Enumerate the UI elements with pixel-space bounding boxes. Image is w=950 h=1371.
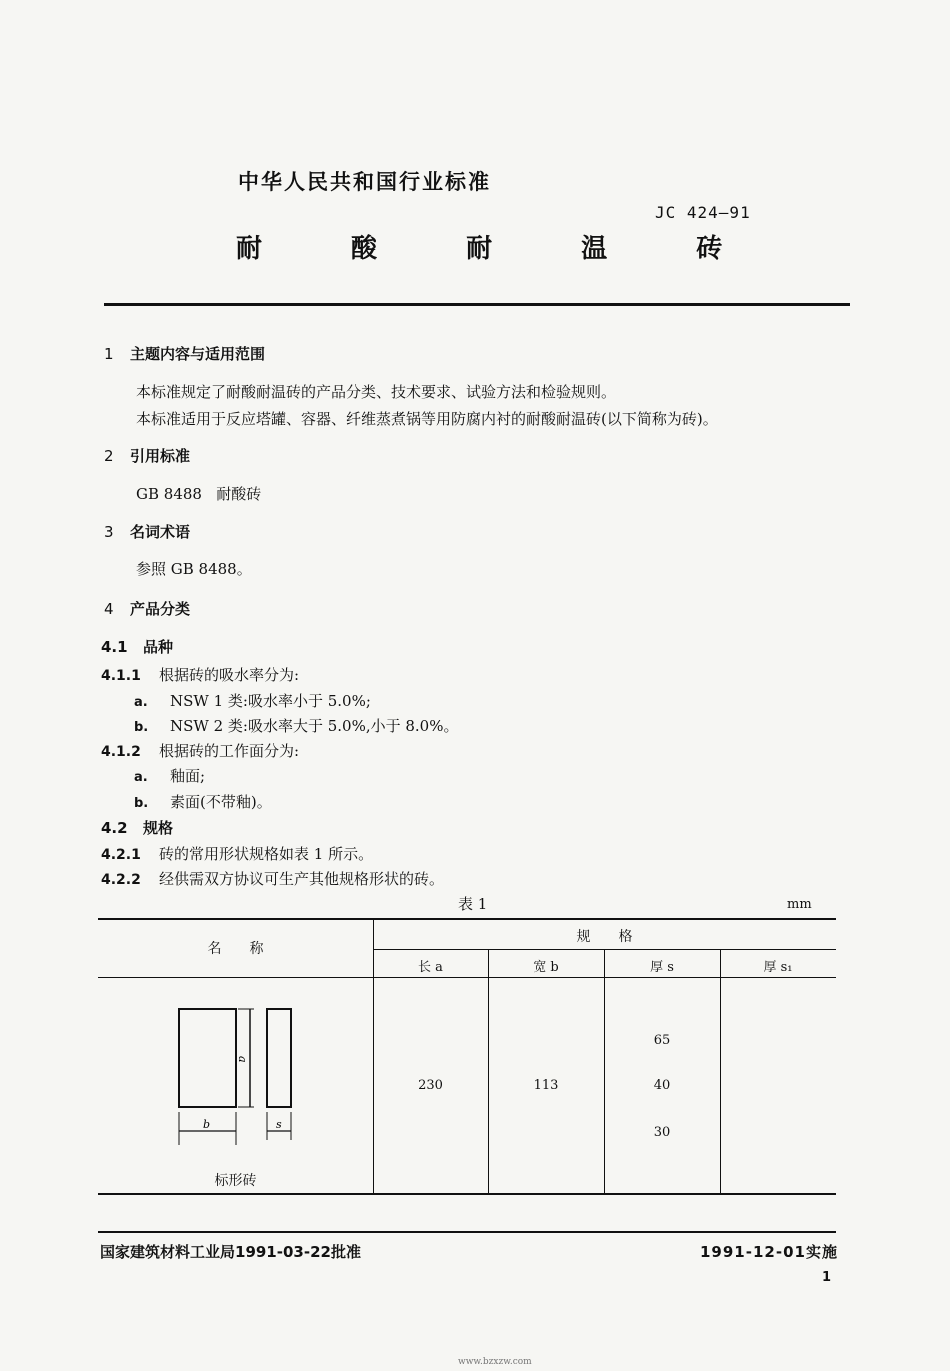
table-bottom-rule [98,1193,836,1195]
cell-length: 230 [418,1078,443,1093]
clause-number: 4.1.2 [101,744,141,760]
cell-thickness: 30 [653,1125,671,1140]
approval-note: 国家建筑材料工业局1991-03-22批准 [100,1243,361,1261]
clause-4-2-2 [101,868,444,889]
page-number: 1 [822,1270,832,1285]
dimension-label-b: b [203,1118,211,1131]
clause-4-1-1 [101,664,299,685]
standard-code: JC 424—91 [655,203,751,222]
table-column-divider [488,949,489,1195]
dimension-label-a: a [236,1056,249,1063]
list-text: 素面(不带釉)。 [170,793,272,811]
header-rule [104,303,850,306]
table-unit: mm [787,897,812,912]
document-title: 耐 酸 耐 温 砖 [236,234,763,264]
list-label: b. [134,720,149,735]
section-1-paragraph-1: 本标准规定了耐酸耐温砖的产品分类、技术要求、试验方法和检验规则。 [136,383,617,401]
cell-thickness: 65 [653,1033,671,1048]
reference-name: 耐酸砖 [216,485,262,503]
figure-label: 标形砖 [214,1173,257,1189]
reference-code: GB 8488 [136,485,202,503]
cell-width: 113 [533,1078,559,1093]
header-width: 宽 b [533,960,559,975]
section-title: 产品分类 [130,600,191,618]
clause-4-2-1 [101,843,373,864]
section-3-heading [104,521,190,542]
reference-standard [136,483,261,504]
list-item [134,791,272,812]
section-number: 1 [104,345,114,363]
list-text: 釉面; [170,767,206,785]
list-label: a. [134,770,148,785]
table-column-divider [720,949,721,1195]
clause-4-1-2 [101,740,299,761]
cell-thickness: 40 [653,1078,671,1093]
section-number: 4.2 [101,819,128,837]
effective-date: 1991-12-01实施 [700,1243,838,1261]
watermark: www.bzxzw.com [458,1357,532,1367]
section-2-heading [104,445,190,466]
brick-front-face [179,1009,236,1107]
section-number: 4 [104,600,114,618]
clause-text: 根据砖的工作面分为: [159,742,300,760]
header-thickness: 厚 s [650,960,674,975]
section-4-heading [104,598,190,619]
section-title: 主题内容与适用范围 [130,345,266,363]
section-4-1-heading [101,636,173,657]
standard-name: 中华人民共和国行业标准 [238,170,491,194]
table-top-rule [98,918,836,920]
clause-text: 根据砖的吸水率分为: [159,666,300,684]
list-label: a. [134,695,148,710]
section-title: 品种 [143,638,174,656]
header-thickness-1: 厚 s₁ [763,960,793,975]
footer-rule [98,1231,836,1233]
clause-text: 经供需双方协议可生产其他规格形状的砖。 [159,870,445,888]
section-number: 3 [104,523,114,541]
section-number: 2 [104,447,114,465]
section-1-heading [104,343,265,364]
list-item [134,690,371,711]
table-header-bottom [98,977,836,978]
clause-number: 4.2.2 [101,872,141,888]
clause-number: 4.1.1 [101,668,141,684]
section-1-paragraph-2: 本标准适用于反应塔罐、容器、纤维蒸煮锅等用防腐内衬的耐酸耐温砖(以下简称为砖)。 [136,410,718,428]
section-title: 引用标准 [130,447,191,465]
section-title: 规格 [143,819,174,837]
section-title: 名词术语 [130,523,191,541]
dimension-label-s: s [276,1118,282,1131]
list-label: b. [134,796,149,811]
section-4-2-heading [101,817,173,838]
section-3-text: 参照 GB 8488。 [136,560,252,578]
table-column-divider [604,949,605,1195]
header-length: 长 a [418,960,443,975]
table-caption: 表 1 [458,895,488,913]
list-item [134,765,205,786]
brick-side-face [267,1009,291,1107]
list-item [134,715,458,736]
list-text: NSW 1 类:吸水率小于 5.0%; [170,692,371,710]
brick-diagram [170,1000,310,1150]
clause-number: 4.2.1 [101,847,141,863]
section-number: 4.1 [101,638,128,656]
list-text: NSW 2 类:吸水率大于 5.0%,小于 8.0%。 [170,717,459,735]
header-name: 名 称 [207,941,264,957]
clause-text: 砖的常用形状规格如表 1 所示。 [159,845,374,863]
header-spec: 规 格 [576,929,633,945]
